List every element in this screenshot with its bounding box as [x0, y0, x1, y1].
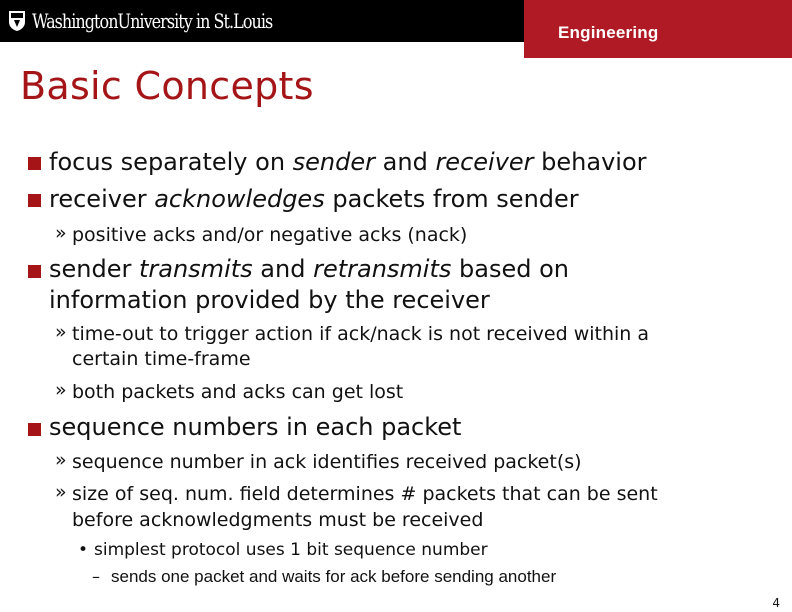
- bullet-4: sequence numbers in each packet: [49, 413, 462, 441]
- engineering-label: Engineering: [558, 23, 659, 42]
- bullet-4-sub-1: sequence number in ack identifies received packet(s): [72, 451, 582, 473]
- bullet-3-sub-2: both packets and acks can get lost: [72, 381, 404, 403]
- sub-marker-icon: »: [55, 449, 67, 471]
- bullet-square-icon: [28, 423, 41, 436]
- slide-title: Basic Concepts: [20, 64, 314, 108]
- bullet-square-icon: [28, 265, 41, 278]
- sub-marker-icon: »: [55, 222, 67, 244]
- sub-marker-icon: »: [55, 481, 67, 503]
- dash-marker-icon: –: [92, 567, 100, 586]
- page-number: 4: [772, 596, 780, 610]
- bullet-2: receiver acknowledges packets from sender: [49, 185, 579, 213]
- sub-marker-icon: »: [55, 321, 67, 343]
- bullet-3-line-2: information provided by the receiver: [49, 286, 490, 314]
- bullet-3-line-1: sender transmits and retransmits based on: [49, 255, 569, 283]
- bullet-4-sub-2-sub-1: simplest protocol uses 1 bit sequence number: [94, 540, 488, 560]
- bullet-3-sub-1-line-2: certain time-frame: [72, 348, 251, 370]
- sub-marker-icon: »: [55, 379, 67, 401]
- shield-icon: [8, 10, 26, 32]
- bullet-square-icon: [28, 157, 41, 170]
- bullet-4-sub-2-line-2: before acknowledgments must be received: [72, 509, 484, 531]
- university-logo: [8, 8, 332, 34]
- bullet-2-sub-1: positive acks and/or negative acks (nack): [72, 224, 468, 246]
- bullet-square-icon: [28, 194, 41, 207]
- bullet-1: focus separately on sender and receiver behavior: [49, 148, 647, 176]
- bullet-4-sub-2-sub-1-sub-1: sends one packet and waits for ack before sending another: [111, 567, 557, 586]
- university-name: WashingtonUniversity in St.Louis: [32, 9, 273, 33]
- dot-marker-icon: •: [78, 540, 89, 560]
- bullet-4-sub-2-line-1: size of seq. num. field determines # packets that can be sent: [72, 483, 658, 505]
- bullet-3-sub-1-line-1: time-out to trigger action if ack/nack is not received within a: [72, 323, 650, 345]
